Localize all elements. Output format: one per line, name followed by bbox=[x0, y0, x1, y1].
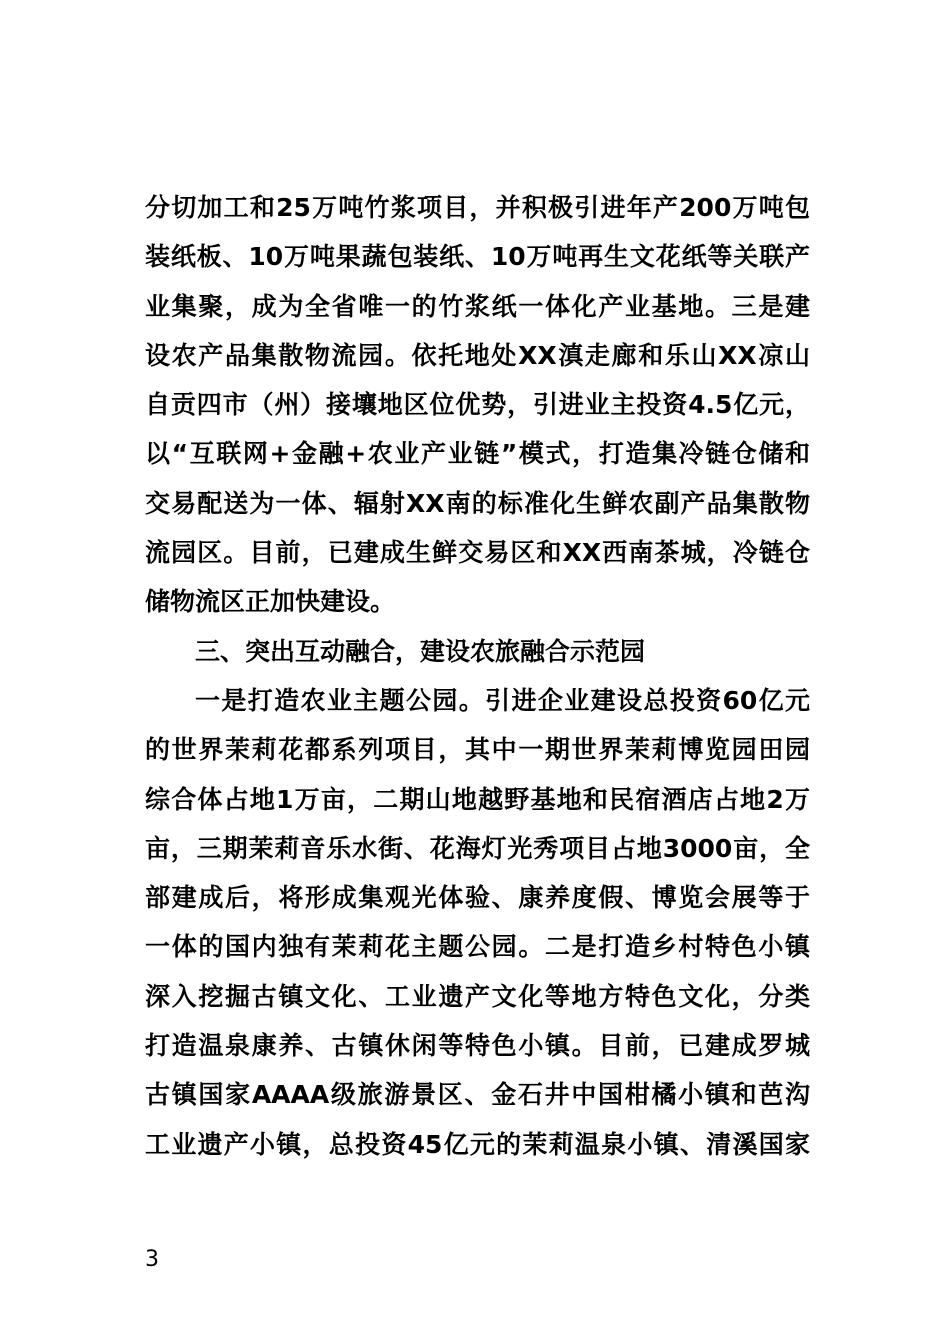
text-line: 部建成后，将形成集观光体验、康养度假、博览会展等于 bbox=[145, 883, 810, 913]
text-line: 打造温泉康养、古镇休闲等特色小镇。目前，已建成罗城 bbox=[145, 1031, 810, 1061]
text-line: 交易配送为一体、辐射XX南的标准化生鲜农副产品集散物 bbox=[145, 488, 810, 518]
body-text bbox=[145, 183, 810, 1169]
page-number: 3 bbox=[145, 1247, 159, 1272]
text-line: 亩，三期茉莉音乐水街、花海灯光秀项目占地3000亩，全 bbox=[145, 833, 810, 863]
text-line: 分切加工和25万吨竹浆项目，并积极引进年产200万吨包 bbox=[145, 193, 810, 222]
text-line: 深入挖掘古镇文化、工业遗产文化等地方特色文化，分类 bbox=[145, 981, 810, 1011]
text-line: 综合体占地1万亩，二期山地越野基地和民宿酒店占地2万 bbox=[145, 784, 810, 814]
text-line: 装纸板、10万吨果蔬包装纸、10万吨再生文花纸等关联产 bbox=[145, 242, 810, 272]
text-line: 设农产品集散物流园。依托地处XX滇走廊和乐山XX凉山 bbox=[145, 340, 810, 370]
text-line: 工业遗产小镇，总投资45亿元的茉莉温泉小镇、清溪国家 bbox=[145, 1129, 810, 1159]
text-line: 流园区。目前，已建成生鲜交易区和XX西南茶城，冷链仓 bbox=[145, 538, 810, 568]
text-line: 以“互联网+金融+农业产业链”模式，打造集冷链仓储和 bbox=[145, 439, 810, 469]
text-line: 自贡四市（州）接壤地区位优势，引进业主投资4.5亿元， bbox=[145, 390, 810, 420]
text-line: 一体的国内独有茉莉花主题公园。二是打造乡村特色小镇 bbox=[145, 932, 810, 962]
text-line: 储物流区正加快建设。 bbox=[145, 587, 396, 617]
text-line: 的世界茉莉花都系列项目，其中一期世界茉莉博览园田园 bbox=[145, 735, 810, 765]
text-line: 业集聚，成为全省唯一的竹浆纸一体化产业基地。三是建 bbox=[145, 291, 810, 321]
section-heading: 三、突出互动融合，建设农旅融合示范园 bbox=[195, 636, 646, 666]
text-line: 一是打造农业主题公园。引进企业建设总投资60亿元 bbox=[195, 685, 810, 715]
text-line: 古镇国家AAAA级旅游景区、金石井中国柑橘小镇和芭沟 bbox=[145, 1080, 810, 1110]
